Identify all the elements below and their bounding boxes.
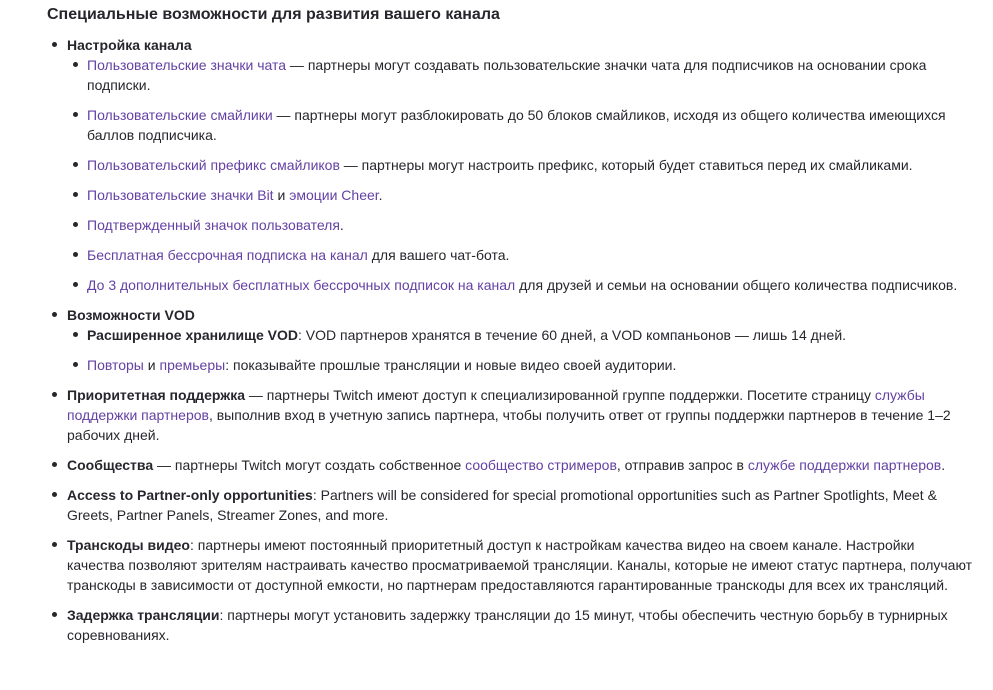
cheer-emotes-link[interactable]: эмоции Cheer (289, 187, 379, 203)
list-item-extra-subs (87, 275, 973, 295)
communities-end-text: . (941, 457, 946, 473)
list-item-storage (87, 325, 973, 345)
access-label: Access to Partner-only opportunities (67, 487, 313, 503)
support-text-1: — партнеры Twitch имеют доступ к специализированной группе поддержки. Посетите страницу (245, 387, 875, 403)
emotes-text: — партнеры могут разблокировать до 50 блоков смайликов, исходя из общего количества имеющихся баллов подписчика. (87, 107, 946, 143)
replays-text: : показывайте прошлые трансляции и новые видео своей аудитории. (225, 357, 677, 373)
vod-heading: Возможности VOD (67, 307, 195, 323)
transcode-text: : партнеры имеют постоянный приоритетный доступ к настройкам качества видео на своем канале. Настройки качества позволяют зрителям настраивать качество просматриваемой трансляции. Каналы, которые не имеют статус партнера, получают транскоды в зависимости от доступной емкости, но партнерам предоставляются гарантированные транскоды для всех их трансляций. (67, 537, 973, 593)
list-item-delay (67, 605, 973, 645)
emote-prefix-link[interactable]: Пользовательский префикс смайликов (87, 157, 340, 173)
partner-support-link[interactable]: службы поддержки партнеров (67, 387, 925, 423)
support-text-2: , выполнив вход в учетную запись партнера, чтобы получить ответ от группы поддержки партнеров в течение 1–2 рабочих дней. (67, 407, 951, 443)
list-item-verified (87, 215, 973, 235)
delay-label: Задержка трансляции (67, 607, 220, 623)
free-sub-text: для вашего чат-бота. (367, 247, 510, 263)
channel-sublist (67, 55, 973, 295)
bit-badges-link[interactable]: Пользовательские значки Bit (87, 187, 274, 203)
extra-subs-text: для друзей и семьи на основании общего количества подписчиков. (515, 277, 958, 293)
replays-mid-text: и (143, 357, 160, 373)
streamer-community-link[interactable]: сообщество стримеров (465, 457, 617, 473)
replays-link[interactable]: Повторы (87, 357, 144, 373)
premieres-link[interactable]: премьеры (159, 357, 226, 373)
access-text: : Partners will be considered for special promotional opportunities such as Partner Spotlights, Meet & Greets, Partner Panels, Streamer Zones, and more. (67, 487, 937, 523)
list-item-vod (67, 305, 973, 375)
page-title: Специальные возможности для развития вашего канала (47, 6, 500, 23)
communities-text-1: — партнеры Twitch могут создать собственное (153, 457, 466, 473)
list-item-support (67, 385, 973, 445)
list-item-bits (87, 185, 973, 205)
extra-subs-link[interactable]: До 3 дополнительных бесплатных бессрочных подписок на канал (87, 277, 516, 293)
list-item-badges (87, 55, 973, 95)
list-item-access (67, 485, 973, 525)
free-sub-link[interactable]: Бесплатная бессрочная подписка на канал (87, 247, 368, 263)
bits-mid-text: и (273, 187, 290, 203)
list-item-replays (87, 355, 973, 375)
vod-sublist (67, 325, 973, 375)
transcode-label: Транскоды видео (67, 537, 190, 553)
features-list (47, 35, 973, 645)
badges-text: — партнеры могут создавать пользовательские значки чата для подписчиков на основании срока подписки. (87, 57, 927, 93)
support-label: Приоритетная поддержка (67, 387, 246, 403)
list-item-emotes (87, 105, 973, 145)
bits-end-text: . (378, 187, 383, 203)
list-item-communities (67, 455, 973, 475)
communities-label: Сообщества (67, 457, 154, 473)
list-item-transcode (67, 535, 973, 595)
prefix-text: — партнеры могут настроить префикс, который будет ставиться перед их смайликами. (339, 157, 913, 173)
delay-text: : партнеры могут установить задержку трансляции до 15 минут, чтобы обеспечить честную борьбу в турнирных соревнованиях. (67, 607, 948, 643)
custom-emotes-link[interactable]: Пользовательские смайлики (87, 107, 273, 123)
list-item-free-sub (87, 245, 973, 265)
verified-badge-link[interactable]: Подтвержденный значок пользователя (87, 217, 340, 233)
list-item-channel (67, 35, 973, 295)
partner-support-service-link[interactable]: службе поддержки партнеров (747, 457, 942, 473)
verified-end-text: . (339, 217, 344, 233)
vod-storage-text: : VOD партнеров хранятся в течение 60 дней, а VOD компаньонов — лишь 14 дней. (298, 327, 847, 343)
communities-text-2: , отправив запрос в (616, 457, 748, 473)
channel-heading: Настройка канала (67, 37, 192, 53)
custom-badges-link[interactable]: Пользовательские значки чата (87, 57, 287, 73)
list-item-prefix (87, 155, 973, 175)
vod-storage-label: Расширенное хранилище VOD (87, 327, 298, 343)
